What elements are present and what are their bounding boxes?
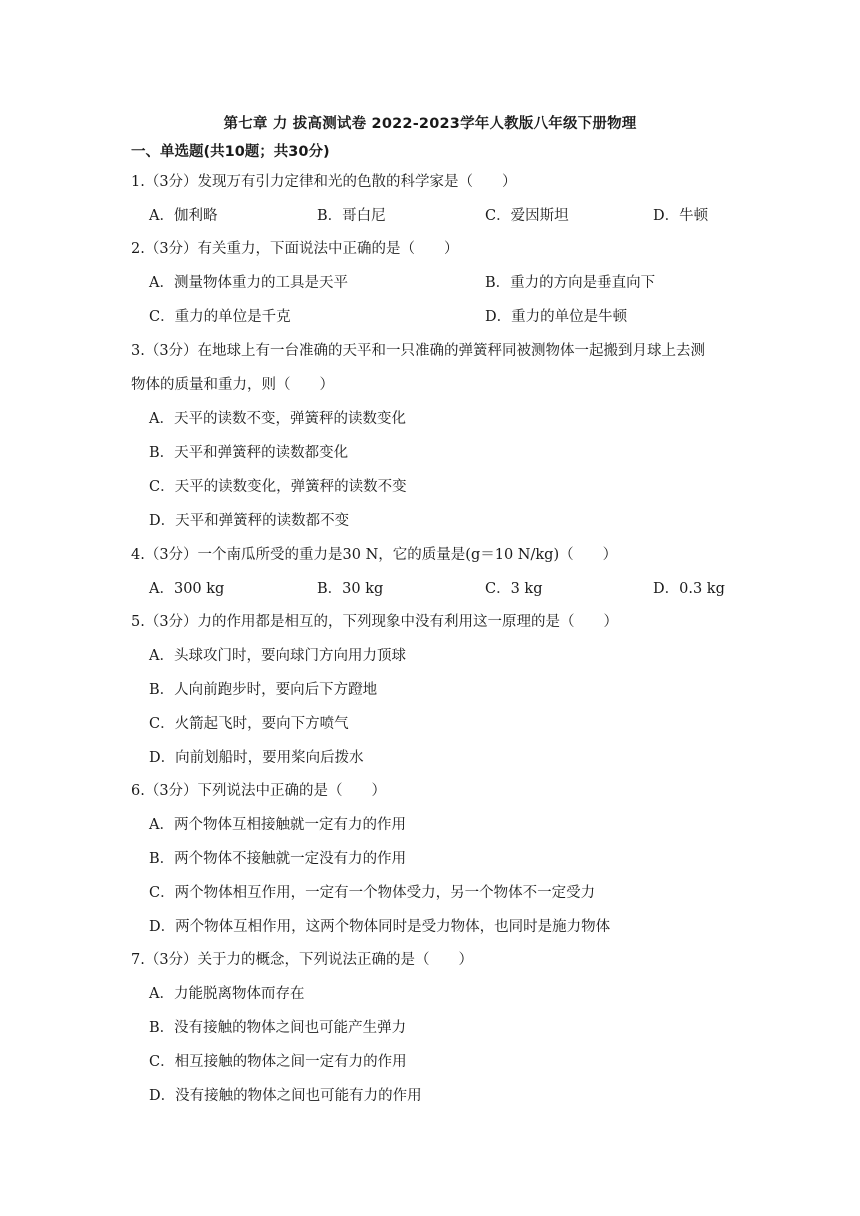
q2-option-b: B．重力的方向是垂直向下 bbox=[485, 275, 656, 291]
q6-option-c: C．两个物体相互作用，一定有一个物体受力，另一个物体不一定受力 bbox=[149, 885, 596, 901]
q2-option-d: D．重力的单位是牛顿 bbox=[485, 309, 628, 325]
q5-option-b: B．人向前跑步时，要向后下方蹬地 bbox=[149, 682, 378, 698]
q5-option-c: C．火箭起飞时，要向下方喷气 bbox=[149, 716, 349, 732]
page-title: 第七章 力 拔高测试卷 2022-2023学年人教版八年级下册物理 bbox=[223, 116, 637, 132]
q3-option-a: A．天平的读数不变，弹簧秤的读数变化 bbox=[149, 411, 406, 427]
q1-option-b: B．哥白尼 bbox=[317, 208, 386, 224]
question-4-stem: 4.（3分）一个南瓜所受的重力是30 N，它的质量是(g＝10 N/kg)（ ） bbox=[131, 547, 618, 563]
q3-option-b: B．天平和弹簧秤的读数都变化 bbox=[149, 445, 349, 461]
q5-option-a: A．头球攻门时，要向球门方向用力顶球 bbox=[149, 648, 406, 664]
q6-option-d: D．两个物体互相作用，这两个物体同时是受力物体，也同时是施力物体 bbox=[149, 919, 611, 935]
question-1-stem: 1.（3分）发现万有引力定律和光的色散的科学家是（ ） bbox=[131, 174, 517, 190]
section-heading: 一、单选题(共10题；共30分) bbox=[131, 144, 330, 160]
q4-option-c: C．3 kg bbox=[485, 581, 543, 597]
q1-option-a: A．伽利略 bbox=[149, 208, 218, 224]
q3-option-c: C．天平的读数变化，弹簧秤的读数不变 bbox=[149, 479, 407, 495]
question-5-stem: 5.（3分）力的作用都是相互的，下列现象中没有利用这一原理的是（ ） bbox=[131, 614, 619, 630]
q4-option-a: A．300 kg bbox=[149, 581, 225, 597]
q2-option-a: A．测量物体重力的工具是天平 bbox=[149, 275, 348, 291]
q7-option-a: A．力能脱离物体而存在 bbox=[149, 986, 305, 1002]
q2-option-c: C．重力的单位是千克 bbox=[149, 309, 291, 325]
q7-option-c: C．相互接触的物体之间一定有力的作用 bbox=[149, 1054, 407, 1070]
q6-option-b: B．两个物体不接触就一定没有力的作用 bbox=[149, 851, 407, 867]
q4-option-b: B．30 kg bbox=[317, 581, 384, 597]
question-7-stem: 7.（3分）关于力的概念，下列说法正确的是（ ） bbox=[131, 952, 474, 968]
q7-option-b: B．没有接触的物体之间也可能产生弹力 bbox=[149, 1020, 407, 1036]
question-6-stem: 6.（3分）下列说法中正确的是（ ） bbox=[131, 783, 387, 799]
q3-option-d: D．天平和弹簧秤的读数都不变 bbox=[149, 513, 350, 529]
question-3-stem: 3.（3分）在地球上有一台准确的天平和一只准确的弹簧秤同被测物体一起搬到月球上去测 bbox=[131, 343, 706, 359]
q5-option-d: D．向前划船时，要用桨向后拨水 bbox=[149, 750, 364, 766]
q7-option-d: D．没有接触的物体之间也可能有力的作用 bbox=[149, 1088, 422, 1104]
q1-option-c: C．爱因斯坦 bbox=[485, 208, 569, 224]
q6-option-a: A．两个物体互相接触就一定有力的作用 bbox=[149, 817, 406, 833]
q4-option-d: D．0.3 kg bbox=[653, 581, 725, 597]
question-2-stem: 2.（3分）有关重力，下面说法中正确的是（ ） bbox=[131, 241, 459, 257]
q1-option-d: D．牛顿 bbox=[653, 208, 709, 224]
question-3-stem-continued: 物体的质量和重力，则（ ） bbox=[131, 377, 334, 393]
